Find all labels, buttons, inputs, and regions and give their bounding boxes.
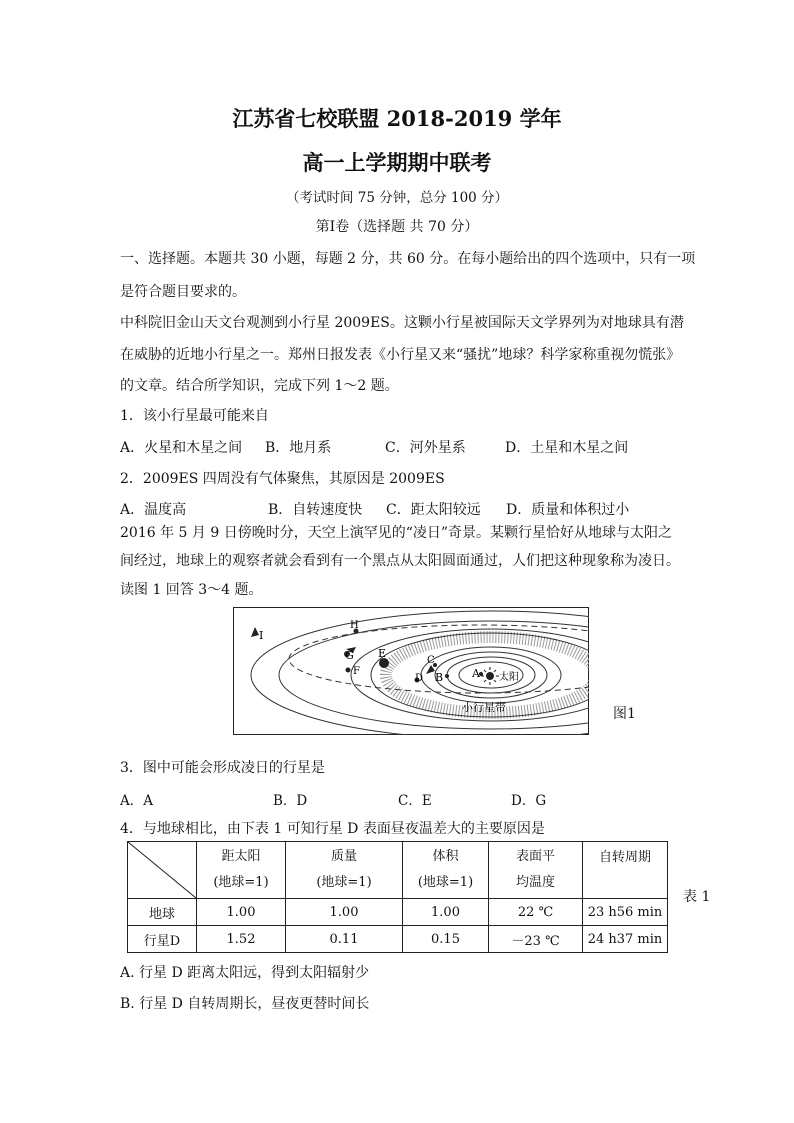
document-subtitle: 高一上学期期中联考: [302, 150, 492, 175]
question-2-option-a: A．温度高: [120, 502, 187, 518]
passage-line: 中科院旧金山天文台观测到小行星 2009ES。这颗小行星被国际天文学界列为对地球具有潜: [120, 315, 684, 331]
table-cell: 24 h37 min: [583, 926, 668, 953]
asteroid-belt-label: 小行星带: [462, 701, 506, 714]
figure-caption: 图1: [613, 706, 636, 722]
question-4-option-a: A. 行星 D 距离太阳远，得到太阳辐射少: [120, 965, 370, 981]
table-row-label: 行星D: [128, 926, 197, 953]
question-1-option-d: D．土星和木星之间: [505, 440, 629, 456]
planet-f: [346, 668, 351, 673]
solar-system-diagram: [233, 607, 589, 735]
question-3-stem: 3．图中可能会形成凌日的行星是: [120, 760, 325, 776]
question-3-option-c: C．E: [398, 793, 432, 809]
planet-b: [445, 674, 449, 678]
label-g: G: [345, 649, 354, 662]
table-cell: －23 ℃: [489, 926, 583, 953]
question-3-option-a: A．A: [120, 793, 153, 809]
question-1-option-b: B．地月系: [265, 440, 332, 456]
sun-label: 太阳: [499, 672, 519, 683]
label-b: B: [435, 671, 444, 684]
passage-line: 在威胁的近地小行星之一。郑州日报发表《小行星又来“骚扰”地球？科学家称重视勿慌张》: [120, 347, 681, 363]
passage-line: 2016 年 5 月 9 日傍晚时分，天空上演罕见的“凌日”奇景。某颗行星恰好从地球与太阳之: [120, 525, 673, 541]
table-header-cell: 距太阳 (地球=1): [197, 842, 286, 899]
table-corner-cell: [128, 842, 197, 899]
question-1-option-a: A．火星和木星之间: [120, 440, 243, 456]
sun-icon: [486, 672, 494, 680]
question-3-option-d: D．G: [511, 793, 547, 809]
exam-info: （考试时间 75 分钟，总分 100 分）: [285, 190, 509, 206]
label-f: F: [353, 666, 360, 677]
label-c: C: [427, 655, 435, 666]
passage-line: 间经过，地球上的观察者就会看到有一个黑点从太阳圆面通过，人们把这种现象称为凌日。: [120, 553, 680, 569]
question-2-option-c: C．距太阳较远: [386, 502, 481, 518]
question-2-stem: 2．2009ES 四周没有气体聚焦，其原因是 2009ES: [120, 471, 445, 487]
table-cell: 0.11: [286, 926, 403, 953]
question-4-stem: 4．与地球相比，由下表 1 可知行星 D 表面昼夜温差大的主要原因是: [120, 821, 545, 837]
passage-line: 读图 1 回答 3～4 题。: [120, 582, 263, 598]
table-cell: 0.15: [403, 926, 489, 953]
table-cell: 1.00: [286, 899, 403, 926]
question-3-option-b: B．D: [273, 793, 308, 809]
instructions-line: 一、选择题。本题共 30 小题，每题 2 分，共 60 分。在每小题给出的四个选项中，只有一项: [120, 251, 696, 267]
table-cell: 1.52: [197, 926, 286, 953]
question-2-option-d: D．质量和体积过小: [506, 502, 630, 518]
document-title: 江苏省七校联盟 2018-2019 学年: [232, 106, 562, 131]
planet-data-table: [127, 841, 668, 953]
question-1-option-c: C．河外星系: [385, 440, 466, 456]
table-caption: 表 1: [683, 889, 711, 905]
table-header-cell: 质量 (地球=1): [286, 842, 403, 899]
table-cell: 23 h56 min: [583, 899, 668, 926]
table-header-cell: 自转周期: [583, 842, 668, 899]
table-row: [128, 926, 668, 953]
table-row: [128, 899, 668, 926]
table-header-cell: 体积 (地球=1): [403, 842, 489, 899]
table-header-row: [128, 842, 668, 899]
table-cell: 1.00: [197, 899, 286, 926]
label-d: D: [415, 673, 424, 684]
table-header-cell: 表面平 均温度: [489, 842, 583, 899]
label-i: I: [259, 629, 264, 642]
table-cell: 1.00: [403, 899, 489, 926]
label-h: H: [350, 620, 359, 631]
question-1-stem: 1．该小行星最可能来自: [120, 408, 269, 424]
label-e: E: [378, 647, 387, 660]
label-a: A: [472, 667, 480, 680]
section-title: 第Ⅰ卷（选择题 共 70 分）: [315, 219, 479, 235]
question-2-option-b: B．自转速度快: [268, 502, 363, 518]
table-row-label: 地球: [128, 899, 197, 926]
instructions-line: 是符合题目要求的。: [120, 284, 246, 300]
table-cell: 22 ℃: [489, 899, 583, 926]
question-4-option-b: B. 行星 D 自转周期长，昼夜更替时间长: [120, 996, 370, 1012]
passage-line: 的文章。结合所学知识，完成下列 1～2 题。: [120, 378, 399, 394]
